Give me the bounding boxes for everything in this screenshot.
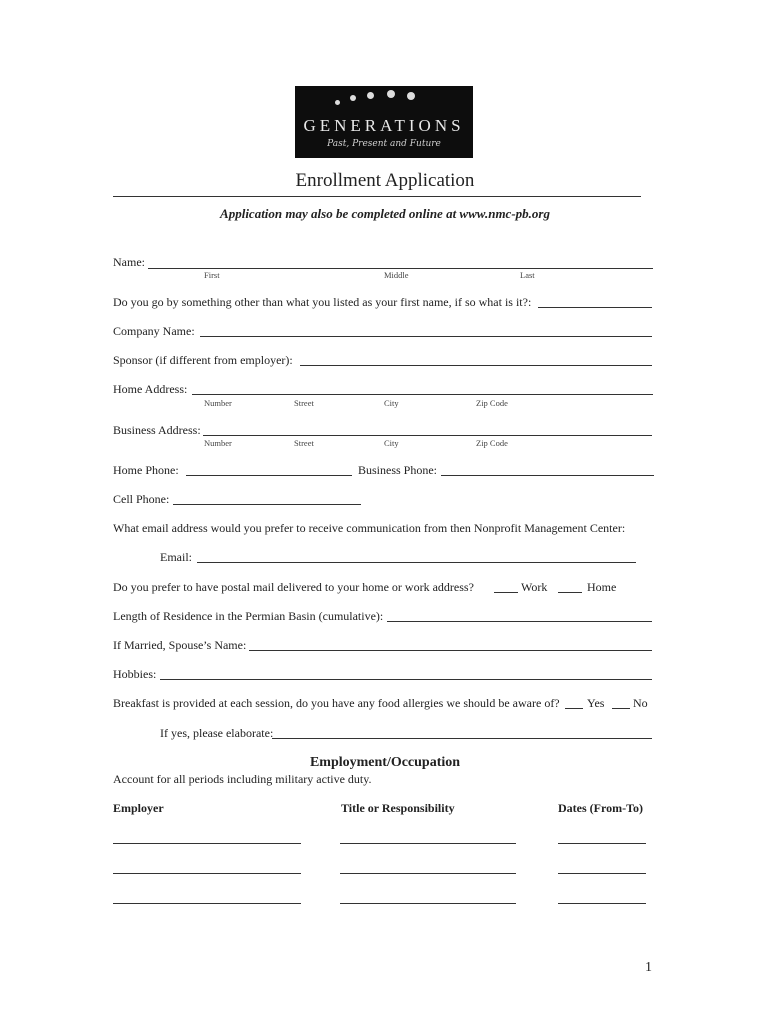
cell-phone-label: Cell Phone: bbox=[113, 492, 170, 506]
page-title: Enrollment Application bbox=[295, 170, 475, 191]
dates-input-2[interactable] bbox=[558, 873, 646, 874]
spouse-input[interactable] bbox=[249, 650, 652, 651]
home-address-sub-zip: Zip Code bbox=[476, 398, 508, 408]
business-address-input[interactable] bbox=[203, 435, 652, 436]
name-sub-last: Last bbox=[520, 270, 535, 280]
business-address-sub-street: Street bbox=[294, 438, 314, 448]
home-address-input[interactable] bbox=[192, 394, 653, 395]
allergies-label: Breakfast is provided at each session, do you have any food allergies we should be aware of? bbox=[113, 696, 560, 710]
nickname-label: Do you go by something other than what you listed as your first name, if so what is it?: bbox=[113, 295, 532, 309]
hobbies-input[interactable] bbox=[160, 679, 652, 680]
employer-input-3[interactable] bbox=[113, 903, 301, 904]
allergies-yes-label: Yes bbox=[587, 696, 605, 710]
email-input[interactable] bbox=[197, 562, 636, 563]
home-address-sub-city: City bbox=[384, 398, 399, 408]
spouse-label: If Married, Spouse’s Name: bbox=[113, 638, 247, 652]
company-label: Company Name: bbox=[113, 324, 195, 338]
employer-input-2[interactable] bbox=[113, 873, 301, 874]
employment-heading: Employment/Occupation bbox=[309, 755, 461, 770]
employment-note: Account for all periods including military active duty. bbox=[113, 772, 372, 786]
employer-column-header: Employer bbox=[113, 801, 164, 815]
company-input[interactable] bbox=[200, 336, 652, 337]
postal-label: Do you prefer to have postal mail delivered to your home or work address? bbox=[113, 580, 474, 594]
allergies-no-label: No bbox=[633, 696, 648, 710]
cell-phone-input[interactable] bbox=[173, 504, 361, 505]
email-question-label: What email address would you prefer to receive communication from then Nonprofit Management Center: bbox=[113, 521, 626, 535]
logo-tagline: Past, Present and Future bbox=[327, 139, 441, 149]
sponsor-input[interactable] bbox=[300, 365, 652, 366]
title-column-header: Title or Responsibility bbox=[341, 801, 455, 815]
home-address-sub-number: Number bbox=[204, 398, 232, 408]
postal-work-label: Work bbox=[521, 580, 548, 594]
elaborate-input[interactable] bbox=[272, 738, 652, 739]
allergies-no-checkbox[interactable] bbox=[612, 708, 630, 709]
dates-input-1[interactable] bbox=[558, 843, 646, 844]
title-input-3[interactable] bbox=[340, 903, 516, 904]
business-address-sub-zip: Zip Code bbox=[476, 438, 508, 448]
allergies-yes-checkbox[interactable] bbox=[565, 708, 583, 709]
page-subtitle: Application may also be completed online at www.nmc-pb.org bbox=[220, 206, 550, 221]
email-label: Email: bbox=[160, 550, 192, 564]
nickname-input[interactable] bbox=[538, 307, 652, 308]
name-input[interactable] bbox=[148, 268, 653, 269]
postal-home-label: Home bbox=[587, 580, 617, 594]
residence-input[interactable] bbox=[387, 621, 652, 622]
business-address-sub-city: City bbox=[384, 438, 399, 448]
elaborate-label: If yes, please elaborate: bbox=[160, 726, 274, 740]
home-address-sub-street: Street bbox=[294, 398, 314, 408]
hobbies-label: Hobbies: bbox=[113, 667, 157, 681]
postal-home-checkbox[interactable] bbox=[558, 592, 582, 593]
title-rule bbox=[113, 196, 641, 197]
name-label: Name: bbox=[113, 255, 145, 269]
title-input-1[interactable] bbox=[340, 843, 516, 844]
page-number: 1 bbox=[645, 960, 652, 975]
sponsor-label: Sponsor (if different from employer): bbox=[113, 353, 293, 367]
home-phone-input[interactable] bbox=[186, 475, 352, 476]
dates-column-header: Dates (From-To) bbox=[558, 801, 643, 815]
name-sub-first: First bbox=[204, 270, 220, 280]
employer-input-1[interactable] bbox=[113, 843, 301, 844]
residence-label: Length of Residence in the Permian Basin (cumulative): bbox=[113, 609, 384, 623]
business-phone-label: Business Phone: bbox=[358, 463, 438, 477]
home-phone-label: Home Phone: bbox=[113, 463, 179, 477]
generations-logo bbox=[295, 86, 473, 158]
postal-work-checkbox[interactable] bbox=[494, 592, 518, 593]
business-address-sub-number: Number bbox=[204, 438, 232, 448]
dates-input-3[interactable] bbox=[558, 903, 646, 904]
business-address-label: Business Address: bbox=[113, 423, 201, 437]
logo-wordmark: GENERATIONS bbox=[303, 116, 465, 135]
home-address-label: Home Address: bbox=[113, 382, 188, 396]
title-input-2[interactable] bbox=[340, 873, 516, 874]
business-phone-input[interactable] bbox=[441, 475, 654, 476]
name-sub-middle: Middle bbox=[384, 270, 409, 280]
